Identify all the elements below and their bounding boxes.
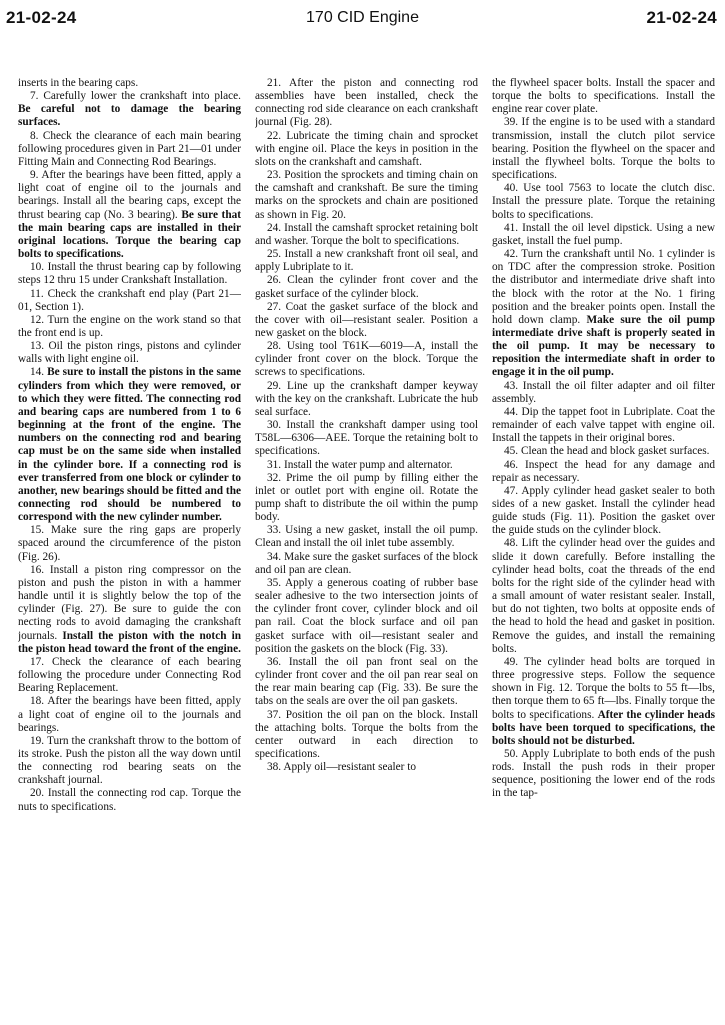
paragraph-text: 7. Carefully lower the crankshaft into place. — [30, 90, 241, 103]
paragraph — [492, 406, 715, 445]
paragraph-text: 8. Check the clearance of each main bearing following procedures given in Part 21—01 under Fitting Main and Connecting Rod Bearings. — [18, 129, 241, 168]
paragraph — [492, 248, 715, 380]
paragraph — [255, 656, 478, 709]
paragraph — [18, 261, 241, 287]
paragraph-text: 28. Using tool T61K—6019—A, install the cylinder front cover on the block. Torque the screws to specifications. — [255, 340, 478, 379]
paragraph — [255, 524, 478, 550]
paragraph — [18, 90, 241, 129]
bold-note: Be sure that the main bearing caps are installed in their original locations. Torque the bearing cap bolts to specifications. — [18, 208, 241, 261]
paragraph-text: 14. — [30, 366, 45, 379]
paragraph-text: 43. Install the oil filter adapter and oil filter assembly. — [492, 379, 715, 405]
paragraph-text: 40. Use tool 7563 to locate the clutch disc. Install the pressure plate. Torque the retaining bolts to specifications. — [492, 182, 715, 221]
paragraph-text: 26. Clean the cylinder front cover and the gasket surface of the cylinder block. — [255, 274, 478, 300]
paragraph — [255, 551, 478, 577]
paragraph-text: 13. Oil the piston rings, pistons and cylinder walls with light engine oil. — [18, 340, 241, 366]
paragraph-text: 34. Make sure the gasket surfaces of the block and oil pan are clean. — [255, 550, 478, 576]
paragraph — [255, 472, 478, 525]
paragraph-text: 39. If the engine is to be used with a standard transmission, install the clutch pilot service bearing. Position the flywheel on the spacer and install the flywheel bolts. Torque the bolts to specifications. — [492, 116, 715, 182]
paragraph — [18, 656, 241, 695]
paragraph-text: 12. Turn the engine on the work stand so that the front end is up. — [18, 313, 241, 339]
paragraph — [492, 77, 715, 116]
paragraph-text: 44. Dip the tappet foot in Lubriplate. Coat the remainder of each valve tappet with engine oil. Install the tappets in their original bores. — [492, 405, 715, 445]
paragraph — [492, 748, 715, 801]
paragraph — [492, 222, 715, 248]
paragraph — [255, 274, 478, 300]
paragraph — [255, 248, 478, 274]
paragraph — [255, 709, 478, 762]
paragraph-text: 41. Install the oil level dipstick. Using a new gasket, install the fuel pump. — [492, 221, 715, 247]
paragraph — [255, 761, 478, 774]
paragraph — [18, 340, 241, 366]
paragraph-text: the flywheel spacer bolts. Install the spacer and torque the bolts to specifications. Install the engine rear cover plate. — [492, 77, 715, 116]
paragraph — [18, 130, 241, 169]
bold-note: Make sure the oil pump intermediate drive shaft is properly seated in the oil pump. It may be necessary to reposition the intermediate shaft in order to engage it in the oil pump. — [492, 313, 715, 379]
text-columns — [18, 77, 715, 1022]
paragraph — [255, 301, 478, 340]
paragraph-text: 24. Install the camshaft sprocket retaining bolt and washer. Torque the bolt to specifications. — [255, 221, 478, 247]
paragraph — [18, 77, 241, 90]
paragraph-text: 17. Check the clearance of each bearing following the procedure under Connecting Rod Bearing Replacement. — [18, 655, 241, 695]
paragraph-text: 15. Make sure the ring gaps are properly spaced around the circumference of the piston (Fig. 26). — [18, 524, 241, 563]
paragraph-text: 18. After the bearings have been fitted, apply a light coat of engine oil to the journals and bearings. — [18, 695, 241, 734]
paragraph-text: inserts in the bearing caps. — [18, 77, 139, 89]
paragraph — [255, 340, 478, 379]
bold-note: Install the piston with the notch in the piston head toward the front of the engine. — [18, 629, 241, 655]
paragraph — [492, 182, 715, 221]
paragraph — [18, 564, 241, 656]
paragraph-text: 42. Turn the crankshaft until No. 1 cylinder is on TDC after the compression stroke. Position the distributor and intermediate drive shaft into the block with the rotor at the No. 1 firing position and the breaker points open. Install the hold down clamp. — [492, 248, 715, 326]
paragraph-text: 37. Position the oil pan on the block. Install the attaching bolts. Torque the bolts from the center outward in each direction to specifications. — [255, 708, 478, 760]
column-middle — [255, 77, 478, 1022]
paragraph — [255, 169, 478, 222]
paragraph — [18, 735, 241, 788]
paragraph-text: 33. Using a new gasket, install the oil pump. Clean and install the oil inlet tube assembly. — [255, 524, 478, 550]
paragraph — [255, 577, 478, 656]
paragraph — [492, 459, 715, 485]
paragraph-text: 21. After the piston and connecting rod assemblies have been installed, check the connecting rod side clearance on each crankshaft journal (Fig. 28). — [255, 77, 478, 129]
paragraph-text: 9. After the bearings have been fitted, apply a light coat of engine oil to the journals and bearings. Install all the bearing caps, except the thrust bearing cap (No. 3 bearing). — [18, 169, 241, 221]
paragraph — [255, 130, 478, 169]
paragraph-text: 35. Apply a generous coating of rubber base sealer adhesive to the two intersection joints of the cylinder front cover, cylinder block and oil pan rail. Coat the block surface and oil pan gasket surface with oil—resistant sealer and position the gaskets on the block (Fig. 33). — [255, 576, 478, 655]
paragraph — [492, 656, 715, 748]
paragraph-text: 46. Inspect the head for any damage and repair as necessary. — [492, 458, 715, 484]
paragraph — [18, 524, 241, 563]
page-header — [0, 0, 725, 40]
paragraph — [18, 169, 241, 261]
paragraph-text: 38. Apply oil—resistant sealer to — [267, 761, 417, 774]
paragraph — [492, 445, 715, 458]
paragraph-text: 36. Install the oil pan front seal on the cylinder front cover and the oil pan rear seal on the rear main bearing cap (Fig. 33). Be sure the tabs on the seals are over the oil pan gaskets. — [255, 655, 478, 708]
paragraph-text: 47. Apply cylinder head gasket sealer to both sides of a new gasket. Install the cylinder head guide studs (Fig. 11). Position the gasket over the guide studs on the cylinder block. — [492, 484, 715, 537]
paragraph — [255, 77, 478, 130]
paragraph-text: 32. Prime the oil pump by filling either the inlet or outlet port with engine oil. Rotate the pump shaft to distribute the oil within the pump body. — [255, 471, 478, 524]
paragraph-text: 45. Clean the head and block gasket surfaces. — [504, 445, 710, 458]
paragraph — [255, 419, 478, 458]
paragraph-text: 25. Install a new crankshaft front oil seal, and apply Lubriplate to it. — [255, 248, 478, 274]
paragraph-text: 16. Install a piston ring compressor on the piston and push the piston in with a hammer handle until it is slightly below the top of the cylinder (Fig. 27). Be sure to guide the con necting rods to avoid damaging the crankshaft journals. — [18, 563, 241, 642]
paragraph-text: 10. Install the thrust bearing cap by following steps 12 thru 15 under Crankshaft Installation. — [18, 261, 241, 287]
paragraph-text: 19. Turn the crankshaft throw to the bottom of its stroke. Push the piston all the way down until the connecting rod bearing seats on the crankshaft journal. — [18, 734, 241, 787]
column-left — [18, 77, 241, 1022]
page-number-right: 21-02-24 — [646, 8, 717, 27]
paragraph — [255, 380, 478, 419]
paragraph-text: 22. Lubricate the timing chain and sprocket with engine oil. Place the keys in position in the slots on the crankshaft and camshaft. — [255, 129, 478, 168]
paragraph-text: 23. Position the sprockets and timing chain on the camshaft and crankshaft. Be sure the timing marks on the sprockets and chain are positioned as shown in Fig. 20. — [255, 169, 478, 221]
paragraph — [255, 459, 478, 472]
paragraph-text: 31. Install the water pump and alternator. — [267, 458, 453, 471]
column-right — [492, 77, 715, 1022]
page-number-left: 21-02-24 — [6, 8, 77, 27]
paragraph-text: 11. Check the crankshaft end play (Part 21—01, Section 1). — [18, 287, 241, 313]
paragraph-text: 48. Lift the cylinder head over the guides and slide it down carefully. Before installing the cylinder head bolts, coat the threads of the end bolts for the right side of the cylinder head with a small amount of water resistant sealer. Install, but do not tighten, two bolts at opposite ends of the head to hold the head and gasket in position. Remove the guides, and install the remaining bolts. — [492, 537, 715, 655]
paragraph-text: 30. Install the crankshaft damper using tool T58L—6306—AEE. Torque the retaining bolt to specifications. — [255, 419, 478, 458]
paragraph — [492, 116, 715, 182]
paragraph — [18, 314, 241, 340]
paragraph-text: 27. Coat the gasket surface of the block and the cover with oil—resistant sealer. Position a new gasket on the block. — [255, 300, 478, 339]
paragraph — [492, 485, 715, 538]
page-title: 170 CID Engine — [306, 9, 419, 26]
paragraph — [492, 380, 715, 406]
paragraph — [492, 537, 715, 655]
paragraph-text: 29. Line up the crankshaft damper keyway with the key on the crankshaft. Lubricate the hub seal surface. — [255, 379, 478, 418]
paragraph — [255, 222, 478, 248]
paragraph-text: 50. Apply Lubriplate to both ends of the push rods. Install the push rods in their proper sequence, positioning the lower end of the rods in the tap- — [492, 747, 715, 800]
paragraph — [18, 366, 241, 524]
paragraph — [18, 695, 241, 734]
paragraph — [18, 288, 241, 314]
paragraph-text: 20. Install the connecting rod cap. Torque the nuts to specifications. — [18, 787, 241, 813]
bold-note: Be sure to install the pistons in the same cylinders from which they were removed, or to which they were fitted. The connecting rod and bearing caps are numbered from 1 to 6 beginning at the front of the engine. The numbers on the connecting rod and bearing cap must be on the same side when installed in the cylinder bore. If a connecting rod is ever transferred from one block or cylinder to another, new bearings should be fitted and the connecting rod should be numbered to correspond with the new cylinder number. — [18, 366, 241, 524]
bold-note: Be careful not to damage the bearing surfaces. — [18, 103, 241, 129]
bold-note: After the cylinder heads bolts have been torqued to specifications, the bolts should not be disturbed. — [492, 708, 715, 747]
paragraph — [18, 787, 241, 813]
paragraph-text: 49. The cylinder head bolts are torqued in three progressive steps. Follow the sequence shown in Fig. 12. Torque the bolts to 55 ft—lbs, then torque them to 65 ft—lbs. Finally torque the bolts to specifications. — [492, 655, 715, 721]
